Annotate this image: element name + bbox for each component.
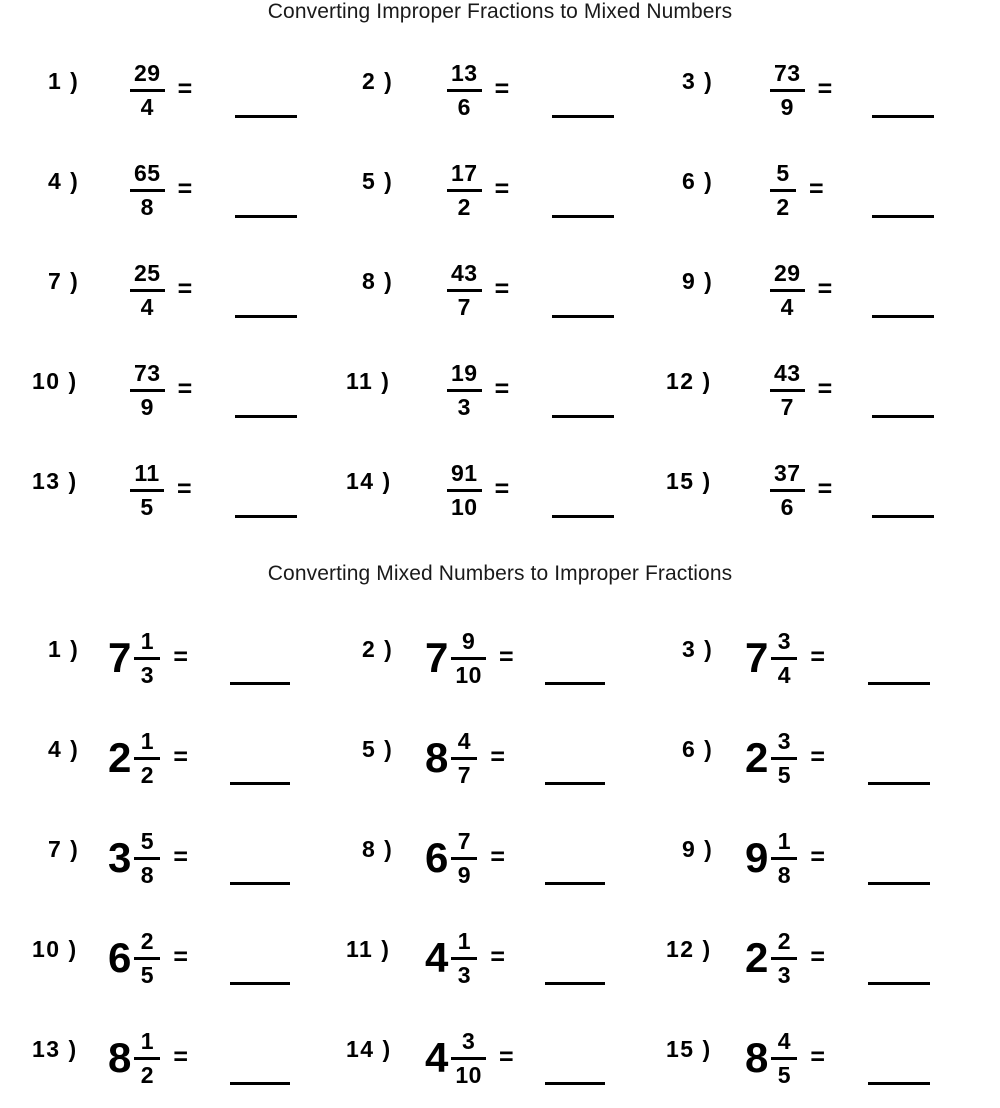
fraction-denominator: 3 xyxy=(457,393,471,420)
fraction xyxy=(130,361,165,418)
problem-improper-to-mixed-8 xyxy=(345,240,655,340)
answer-blank[interactable] xyxy=(230,882,290,885)
answer-blank[interactable] xyxy=(235,315,297,318)
fraction-bar xyxy=(134,757,160,760)
fraction-denominator: 9 xyxy=(140,393,154,420)
problem-mixed-to-improper-12 xyxy=(665,908,985,1008)
problem-number-label: 8 ) xyxy=(362,268,394,294)
answer-blank[interactable] xyxy=(235,415,297,418)
fraction-numerator: 1 xyxy=(140,628,154,655)
fraction-bar xyxy=(770,89,805,92)
problem-expression xyxy=(130,248,192,332)
equals-sign: = xyxy=(177,274,193,303)
fraction-bar xyxy=(447,389,482,392)
problem-expression xyxy=(108,816,188,900)
answer-blank[interactable] xyxy=(235,115,297,118)
problem-mixed-to-improper-1 xyxy=(30,608,340,708)
equals-sign: = xyxy=(810,942,825,971)
fraction-denominator: 3 xyxy=(140,661,154,688)
problem-expression xyxy=(745,716,825,800)
problem-expression xyxy=(108,916,188,1000)
answer-blank[interactable] xyxy=(872,215,934,218)
equals-sign: = xyxy=(810,642,825,671)
problem-row xyxy=(0,1008,1000,1108)
section-title-improper-to-mixed: Converting Improper Fractions to Mixed Numbers xyxy=(267,0,733,23)
answer-blank[interactable] xyxy=(552,515,614,518)
problem-row xyxy=(0,40,1000,140)
problem-expression xyxy=(447,48,509,132)
answer-blank[interactable] xyxy=(868,682,930,685)
problem-row xyxy=(0,340,1000,440)
problem-improper-to-mixed-2 xyxy=(345,40,655,140)
fraction-denominator: 2 xyxy=(776,193,790,220)
equals-sign: = xyxy=(173,642,188,671)
problem-number-label: 4 ) xyxy=(48,168,80,194)
problem-row xyxy=(0,708,1000,808)
answer-blank[interactable] xyxy=(552,215,614,218)
fraction xyxy=(447,461,482,518)
equals-sign: = xyxy=(173,742,188,771)
equals-sign: = xyxy=(498,642,514,671)
problem-number-label: 6 ) xyxy=(682,168,714,194)
problem-expression xyxy=(447,448,509,532)
answer-blank[interactable] xyxy=(872,515,934,518)
fraction-bar xyxy=(451,857,477,860)
fraction-numerator: 5 xyxy=(140,828,154,855)
whole-number: 7 xyxy=(108,634,132,681)
problem-number-label: 2 ) xyxy=(362,68,394,94)
problem-number-label: 5 ) xyxy=(362,736,394,762)
fraction-numerator: 29 xyxy=(134,60,161,87)
problem-number-label: 8 ) xyxy=(362,836,394,862)
fraction-bar xyxy=(451,657,486,660)
equals-sign: = xyxy=(177,74,193,103)
fraction xyxy=(130,161,165,218)
whole-number: 3 xyxy=(108,834,132,881)
fraction-bar xyxy=(770,189,796,192)
problem-improper-to-mixed-4 xyxy=(30,140,340,240)
fraction-denominator: 2 xyxy=(457,193,471,220)
whole-number: 2 xyxy=(745,934,769,981)
fraction-bar xyxy=(447,489,482,492)
answer-blank[interactable] xyxy=(868,782,930,785)
fraction-denominator: 8 xyxy=(140,861,154,888)
fraction xyxy=(134,729,160,786)
equals-sign: = xyxy=(177,374,193,403)
problem-number-label: 6 ) xyxy=(682,736,714,762)
answer-blank[interactable] xyxy=(545,882,605,885)
fraction-denominator: 9 xyxy=(780,93,794,120)
problem-number-label: 7 ) xyxy=(48,836,80,862)
whole-number: 2 xyxy=(745,734,769,781)
answer-blank[interactable] xyxy=(235,515,297,518)
answer-blank[interactable] xyxy=(230,982,290,985)
fraction-numerator: 73 xyxy=(774,60,801,87)
equals-sign: = xyxy=(817,374,833,403)
fraction-denominator: 4 xyxy=(780,293,794,320)
fraction-bar xyxy=(134,657,160,660)
fraction xyxy=(771,629,797,686)
fraction-denominator: 10 xyxy=(455,661,482,688)
fraction-numerator: 43 xyxy=(451,260,478,287)
equals-sign: = xyxy=(177,474,192,503)
answer-blank[interactable] xyxy=(545,982,605,985)
whole-number: 7 xyxy=(425,634,449,681)
problem-row xyxy=(0,440,1000,540)
fraction xyxy=(771,829,797,886)
problem-improper-to-mixed-5 xyxy=(345,140,655,240)
fraction-numerator: 4 xyxy=(777,1028,791,1055)
fraction-numerator: 9 xyxy=(462,628,476,655)
fraction-bar xyxy=(447,89,482,92)
fraction-bar xyxy=(447,189,482,192)
answer-blank[interactable] xyxy=(230,682,290,685)
fraction-denominator: 7 xyxy=(780,393,794,420)
answer-blank[interactable] xyxy=(868,982,930,985)
answer-blank[interactable] xyxy=(552,315,614,318)
fraction-denominator: 4 xyxy=(777,661,791,688)
whole-number: 8 xyxy=(745,1034,769,1081)
equals-sign: = xyxy=(810,842,825,871)
equals-sign: = xyxy=(173,842,188,871)
problem-improper-to-mixed-13 xyxy=(30,440,340,540)
equals-sign: = xyxy=(490,942,505,971)
fraction-denominator: 4 xyxy=(140,293,154,320)
problem-number-label: 10 ) xyxy=(32,368,78,394)
problem-number-label: 13 ) xyxy=(32,1036,78,1062)
equals-sign: = xyxy=(173,1042,188,1071)
fraction xyxy=(451,829,477,886)
fraction-bar xyxy=(134,957,160,960)
equals-sign: = xyxy=(494,474,510,503)
answer-blank[interactable] xyxy=(235,215,297,218)
problem-number-label: 9 ) xyxy=(682,268,714,294)
fraction-bar xyxy=(771,657,797,660)
fraction xyxy=(447,61,482,118)
fraction-denominator: 5 xyxy=(777,1061,791,1088)
fraction xyxy=(771,1029,797,1086)
problem-row xyxy=(0,808,1000,908)
problem-mixed-to-improper-2 xyxy=(345,608,655,708)
fraction xyxy=(451,629,486,686)
problem-mixed-to-improper-10 xyxy=(30,908,340,1008)
fraction-numerator: 1 xyxy=(777,828,791,855)
problem-improper-to-mixed-14 xyxy=(345,440,655,540)
fraction-bar xyxy=(130,389,165,392)
fraction-denominator: 5 xyxy=(777,761,791,788)
fraction-numerator: 1 xyxy=(140,728,154,755)
problem-expression xyxy=(745,916,825,1000)
fraction-numerator: 3 xyxy=(462,1028,476,1055)
section-title-mixed-to-improper: Converting Mixed Numbers to Improper Fractions xyxy=(267,562,733,585)
problem-mixed-to-improper-9 xyxy=(665,808,985,908)
problem-improper-to-mixed-6 xyxy=(665,140,985,240)
problem-number-label: 4 ) xyxy=(48,736,80,762)
problem-improper-to-mixed-11 xyxy=(345,340,655,440)
fraction-numerator: 2 xyxy=(140,928,154,955)
fraction-denominator: 9 xyxy=(457,861,471,888)
whole-number: 9 xyxy=(745,834,769,881)
problem-expression xyxy=(425,716,505,800)
fraction-numerator: 1 xyxy=(457,928,471,955)
fraction-denominator: 5 xyxy=(140,493,154,520)
fraction-numerator: 4 xyxy=(457,728,471,755)
problem-expression xyxy=(745,816,825,900)
fraction xyxy=(130,261,165,318)
problem-number-label: 3 ) xyxy=(682,636,714,662)
whole-number: 6 xyxy=(108,934,132,981)
problem-mixed-to-improper-8 xyxy=(345,808,655,908)
fraction-denominator: 6 xyxy=(780,493,794,520)
problem-number-label: 13 ) xyxy=(32,468,78,494)
section-mixed-to-improper xyxy=(0,608,1000,1108)
fraction-numerator: 37 xyxy=(774,460,801,487)
problem-expression xyxy=(745,1016,825,1100)
problem-number-label: 3 ) xyxy=(682,68,714,94)
fraction-numerator: 11 xyxy=(134,460,160,487)
fraction xyxy=(130,61,165,118)
fraction-numerator: 25 xyxy=(134,260,161,287)
fraction-bar xyxy=(134,1057,160,1060)
problem-expression xyxy=(745,616,825,700)
problem-number-label: 15 ) xyxy=(666,1036,712,1062)
problem-number-label: 12 ) xyxy=(666,936,712,962)
fraction xyxy=(451,929,477,986)
fraction-bar xyxy=(130,489,164,492)
fraction-denominator: 5 xyxy=(140,961,154,988)
fraction xyxy=(130,461,164,518)
fraction-bar xyxy=(771,757,797,760)
fraction-numerator: 7 xyxy=(457,828,471,855)
answer-blank[interactable] xyxy=(868,882,930,885)
problem-improper-to-mixed-9 xyxy=(665,240,985,340)
fraction-bar xyxy=(771,857,797,860)
problem-number-label: 2 ) xyxy=(362,636,394,662)
fraction-numerator: 73 xyxy=(134,360,161,387)
section-improper-to-mixed xyxy=(0,40,1000,540)
problem-expression xyxy=(770,348,832,432)
fraction xyxy=(770,161,796,218)
problem-improper-to-mixed-10 xyxy=(30,340,340,440)
answer-blank[interactable] xyxy=(872,315,934,318)
fraction-numerator: 2 xyxy=(777,928,791,955)
fraction-numerator: 29 xyxy=(774,260,801,287)
fraction-denominator: 2 xyxy=(140,1061,154,1088)
problem-number-label: 15 ) xyxy=(666,468,712,494)
fraction-numerator: 5 xyxy=(776,160,790,187)
fraction-bar xyxy=(134,857,160,860)
fraction-bar xyxy=(130,189,165,192)
problem-expression xyxy=(447,348,509,432)
problem-improper-to-mixed-12 xyxy=(665,340,985,440)
fraction-bar xyxy=(770,389,805,392)
fraction xyxy=(451,729,477,786)
equals-sign: = xyxy=(494,374,510,403)
problem-expression xyxy=(770,248,832,332)
fraction-denominator: 10 xyxy=(455,1061,482,1088)
fraction xyxy=(447,161,482,218)
fraction-bar xyxy=(771,1057,797,1060)
fraction-denominator: 4 xyxy=(140,93,154,120)
fraction-bar xyxy=(130,289,165,292)
answer-blank[interactable] xyxy=(230,782,290,785)
problem-mixed-to-improper-7 xyxy=(30,808,340,908)
equals-sign: = xyxy=(490,742,505,771)
problem-mixed-to-improper-4 xyxy=(30,708,340,808)
fraction-numerator: 1 xyxy=(140,1028,154,1055)
problem-expression xyxy=(447,248,509,332)
fraction xyxy=(134,1029,160,1086)
whole-number: 2 xyxy=(108,734,132,781)
fraction xyxy=(770,361,805,418)
equals-sign: = xyxy=(498,1042,514,1071)
problem-number-label: 1 ) xyxy=(48,68,80,94)
answer-blank[interactable] xyxy=(552,115,614,118)
fraction-denominator: 2 xyxy=(140,761,154,788)
problem-expression xyxy=(425,1016,514,1100)
problem-mixed-to-improper-11 xyxy=(345,908,655,1008)
fraction xyxy=(134,929,160,986)
fraction-bar xyxy=(770,289,805,292)
problem-row xyxy=(0,608,1000,708)
whole-number: 4 xyxy=(425,1034,449,1081)
answer-blank[interactable] xyxy=(230,1082,290,1085)
problem-number-label: 7 ) xyxy=(48,268,80,294)
answer-blank[interactable] xyxy=(552,415,614,418)
equals-sign: = xyxy=(810,742,825,771)
equals-sign: = xyxy=(494,74,510,103)
fraction-bar xyxy=(447,289,482,292)
problem-expression xyxy=(108,616,188,700)
problem-expression xyxy=(130,348,192,432)
problem-expression xyxy=(425,616,514,700)
fraction-bar xyxy=(451,957,477,960)
equals-sign: = xyxy=(494,174,510,203)
fraction-numerator: 43 xyxy=(774,360,801,387)
problem-number-label: 5 ) xyxy=(362,168,394,194)
fraction xyxy=(134,629,160,686)
equals-sign: = xyxy=(817,274,833,303)
whole-number: 8 xyxy=(425,734,449,781)
problem-number-label: 1 ) xyxy=(48,636,80,662)
fraction xyxy=(770,261,805,318)
fraction-numerator: 3 xyxy=(777,728,791,755)
fraction-bar xyxy=(770,489,805,492)
problem-expression xyxy=(130,148,192,232)
answer-blank[interactable] xyxy=(545,682,605,685)
problem-row xyxy=(0,140,1000,240)
fraction xyxy=(447,361,482,418)
whole-number: 4 xyxy=(425,934,449,981)
problem-expression xyxy=(130,48,192,132)
problem-mixed-to-improper-13 xyxy=(30,1008,340,1108)
problem-mixed-to-improper-14 xyxy=(345,1008,655,1108)
answer-blank[interactable] xyxy=(545,782,605,785)
problem-expression xyxy=(447,148,509,232)
problem-number-label: 9 ) xyxy=(682,836,714,862)
whole-number: 6 xyxy=(425,834,449,881)
fraction-bar xyxy=(451,1057,486,1060)
fraction-denominator: 7 xyxy=(457,293,471,320)
equals-sign: = xyxy=(817,474,833,503)
equals-sign: = xyxy=(809,174,824,203)
problem-expression xyxy=(108,716,188,800)
problem-improper-to-mixed-3 xyxy=(665,40,985,140)
fraction-numerator: 3 xyxy=(777,628,791,655)
fraction xyxy=(447,261,482,318)
equals-sign: = xyxy=(817,74,833,103)
fraction-denominator: 3 xyxy=(777,961,791,988)
problem-expression xyxy=(425,916,505,1000)
fraction-numerator: 17 xyxy=(451,160,478,187)
fraction xyxy=(451,1029,486,1086)
whole-number: 7 xyxy=(745,634,769,681)
fraction xyxy=(770,461,805,518)
equals-sign: = xyxy=(490,842,505,871)
fraction-denominator: 8 xyxy=(140,193,154,220)
problem-expression xyxy=(130,448,192,532)
problem-number-label: 12 ) xyxy=(666,368,712,394)
equals-sign: = xyxy=(173,942,188,971)
fraction-denominator: 3 xyxy=(457,961,471,988)
problem-number-label: 11 ) xyxy=(346,936,391,962)
fraction-denominator: 10 xyxy=(451,493,478,520)
problem-improper-to-mixed-1 xyxy=(30,40,340,140)
problem-expression xyxy=(108,1016,188,1100)
answer-blank[interactable] xyxy=(545,1082,605,1085)
fraction xyxy=(770,61,805,118)
equals-sign: = xyxy=(177,174,193,203)
fraction-bar xyxy=(451,757,477,760)
answer-blank[interactable] xyxy=(868,1082,930,1085)
equals-sign: = xyxy=(810,1042,825,1071)
problem-row xyxy=(0,908,1000,1008)
fraction-numerator: 13 xyxy=(451,60,478,87)
fraction-bar xyxy=(130,89,165,92)
problem-mixed-to-improper-6 xyxy=(665,708,985,808)
problem-number-label: 14 ) xyxy=(346,1036,392,1062)
fraction-numerator: 19 xyxy=(451,360,478,387)
problem-number-label: 11 ) xyxy=(346,368,391,394)
problem-expression xyxy=(425,816,505,900)
fraction-denominator: 7 xyxy=(457,761,471,788)
fraction-numerator: 65 xyxy=(134,160,161,187)
fraction-bar xyxy=(771,957,797,960)
fraction-denominator: 6 xyxy=(457,93,471,120)
fraction xyxy=(771,929,797,986)
answer-blank[interactable] xyxy=(872,415,934,418)
fraction-denominator: 8 xyxy=(777,861,791,888)
fraction-numerator: 91 xyxy=(451,460,478,487)
problem-mixed-to-improper-5 xyxy=(345,708,655,808)
problem-improper-to-mixed-15 xyxy=(665,440,985,540)
problem-number-label: 10 ) xyxy=(32,936,78,962)
equals-sign: = xyxy=(494,274,510,303)
fraction xyxy=(771,729,797,786)
problem-expression xyxy=(770,148,824,232)
whole-number: 8 xyxy=(108,1034,132,1081)
problem-mixed-to-improper-3 xyxy=(665,608,985,708)
problem-row xyxy=(0,240,1000,340)
problem-number-label: 14 ) xyxy=(346,468,392,494)
problem-expression xyxy=(770,448,832,532)
problem-expression xyxy=(770,48,832,132)
problem-mixed-to-improper-15 xyxy=(665,1008,985,1108)
problem-improper-to-mixed-7 xyxy=(30,240,340,340)
answer-blank[interactable] xyxy=(872,115,934,118)
fraction xyxy=(134,829,160,886)
